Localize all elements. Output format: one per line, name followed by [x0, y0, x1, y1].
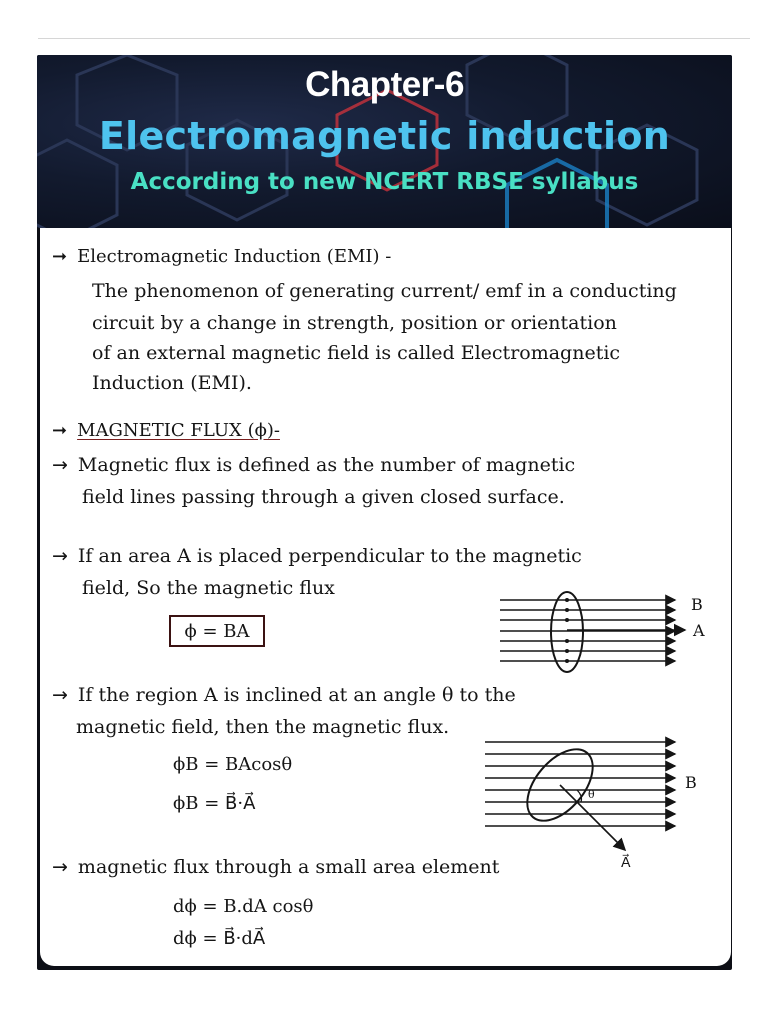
chapter-subtitle: According to new NCERT RBSE syllabus — [130, 169, 639, 195]
perp-formula: ϕ = BA — [184, 621, 250, 642]
flux-def-line-1: → Magnetic flux is defined as the number of magnetic — [52, 454, 576, 476]
diagram2-label-theta: θ — [588, 788, 595, 801]
chapter-banner — [37, 55, 732, 228]
bullet-arrow-icon: ➞ — [52, 246, 68, 267]
chapter-title: Electromagnetic induction — [98, 114, 671, 158]
bullet-arrow-icon: → — [52, 545, 68, 567]
diagram1-label-b: B — [691, 595, 703, 614]
handwritten-notes — [40, 228, 731, 966]
emi-line-3: of an external magnetic field is called Electromagnetic — [92, 342, 621, 364]
bullet-arrow-icon: → — [52, 684, 68, 706]
perpendicular-flux-diagram — [495, 590, 715, 678]
inclined-line-2: magnetic field, then the magnetic flux. — [76, 716, 450, 738]
diagram1-label-a: A — [693, 621, 705, 640]
inclined-formula-1: ϕB = BAcosθ — [173, 754, 293, 775]
bullet-arrow-icon: → — [52, 454, 68, 476]
chapter-number: Chapter-6 — [305, 65, 464, 104]
bullet-arrow-icon: → — [52, 856, 68, 878]
inclined-formula-2: ϕB = B⃗·A⃗ — [173, 793, 256, 814]
flux-def-line-2: field lines passing through a given closed surface. — [82, 486, 565, 508]
diagram2-label-a: A⃗ — [621, 855, 631, 870]
element-formula-2: dϕ = B⃗·dA⃗ — [173, 928, 266, 949]
inclined-flux-diagram — [485, 730, 715, 870]
inclined-line-1: → If the region A is inclined at an angle θ to the — [52, 684, 516, 706]
flux-heading: ➞ MAGNETIC FLUX (ϕ)- — [52, 420, 280, 441]
emi-heading: ➞ Electromagnetic Induction (EMI) - — [52, 246, 392, 267]
emi-line-4: Induction (EMI). — [92, 372, 252, 394]
top-divider — [38, 38, 750, 39]
emi-line-1: The phenomenon of generating current/ emf in a conducting — [92, 280, 677, 302]
perp-line-1: → If an area A is placed perpendicular to the magnetic — [52, 545, 582, 567]
perp-formula-box — [169, 615, 265, 647]
perp-line-2: field, So the magnetic flux — [82, 577, 335, 599]
element-formula-1: dϕ = B.dA cosθ — [173, 896, 314, 917]
element-line: → magnetic flux through a small area element — [52, 856, 500, 878]
bullet-arrow-icon: ➞ — [52, 420, 68, 441]
notes-page — [37, 55, 732, 970]
diagram2-label-b: B — [685, 773, 697, 792]
emi-line-2: circuit by a change in strength, position or orientation — [92, 312, 617, 334]
